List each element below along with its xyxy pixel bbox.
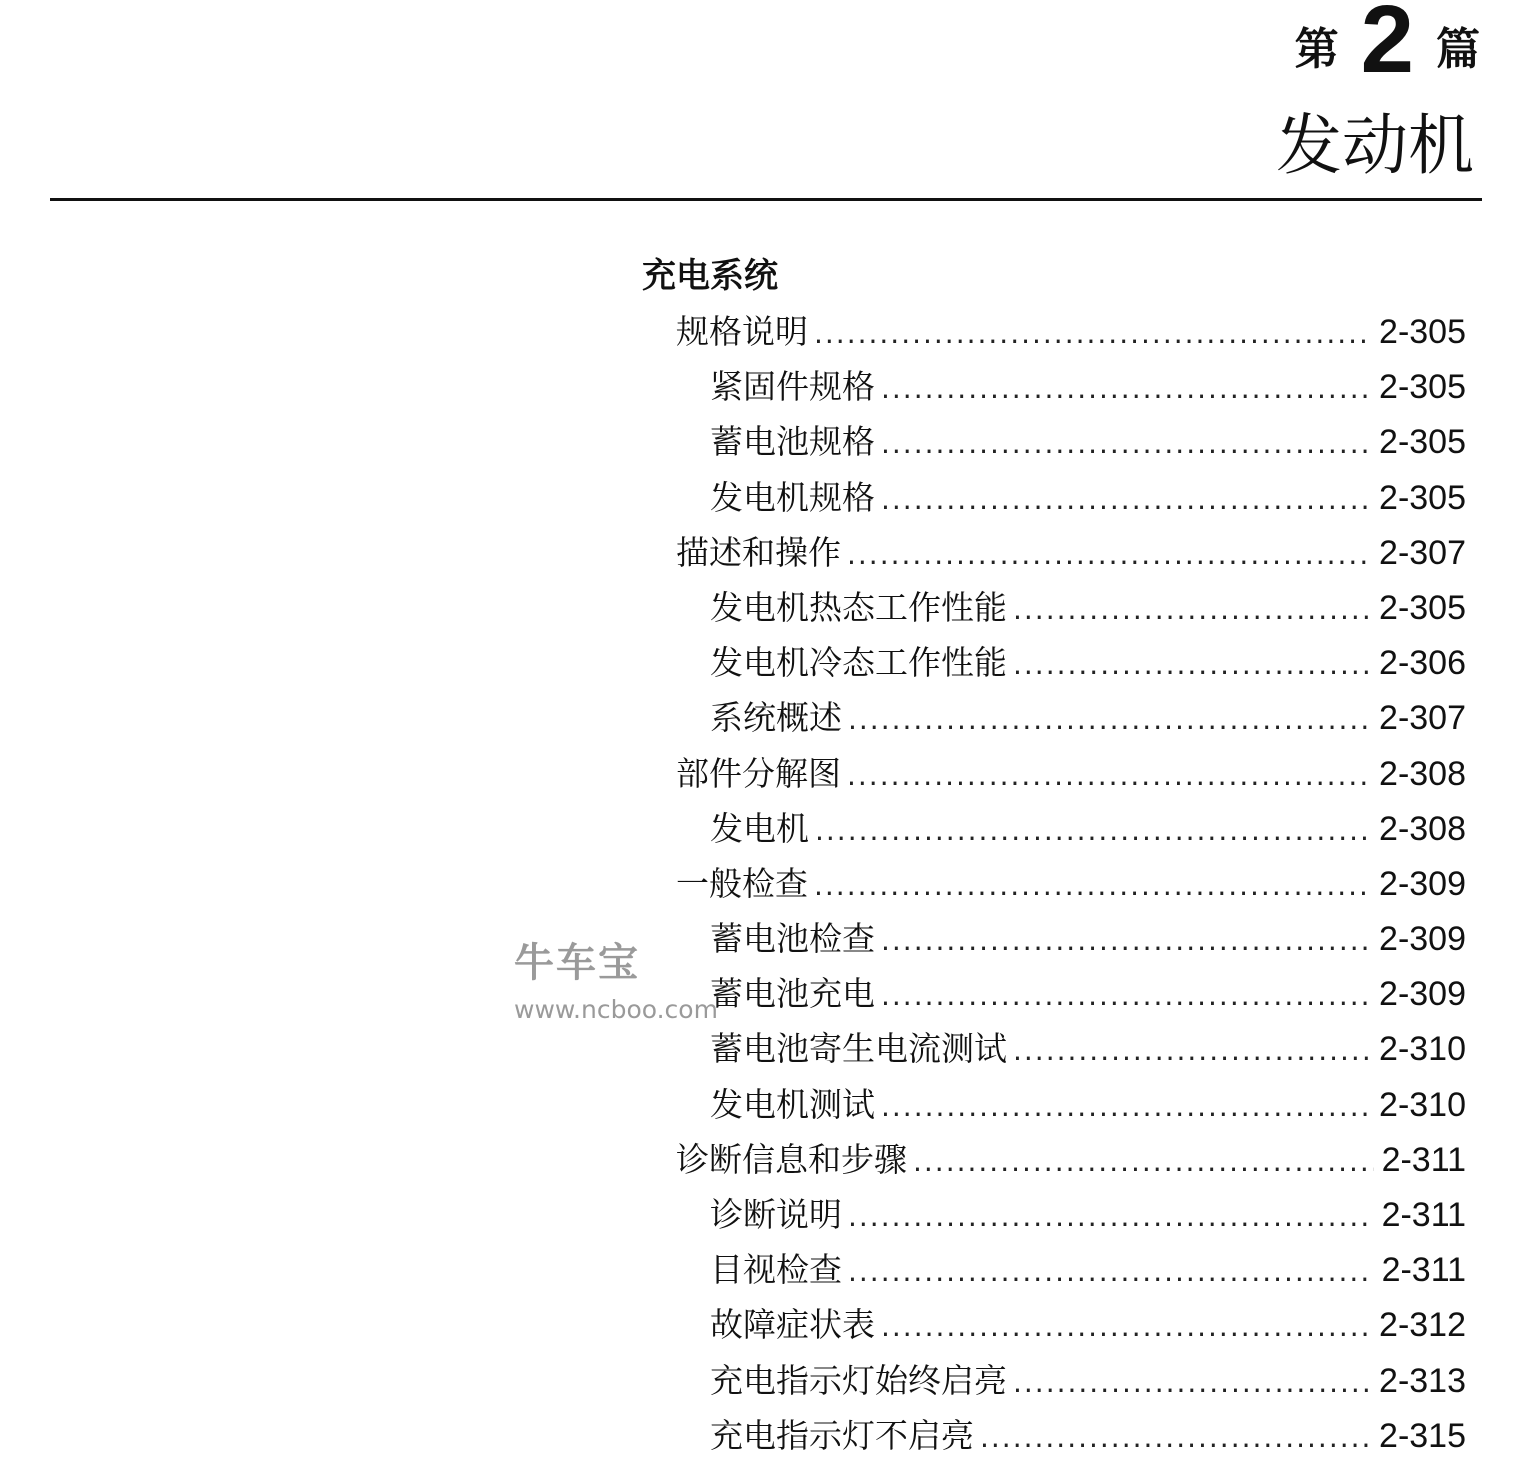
toc-entry[interactable] — [676, 1132, 1466, 1187]
toc-entry-label: 发电机测试 — [710, 1084, 875, 1124]
toc-leader-dots — [881, 1299, 1371, 1354]
toc-entry[interactable] — [676, 1021, 1466, 1076]
toc-entry[interactable] — [676, 359, 1466, 414]
toc-entry-label: 规格说明 — [676, 312, 808, 351]
toc-leader-dots — [848, 692, 1371, 747]
toc-entry-page: 2-308 — [1379, 754, 1466, 793]
watermark-url: www.ncboo.com — [514, 995, 718, 1024]
toc-entry-page: 2-313 — [1379, 1361, 1466, 1400]
table-of-contents — [676, 304, 1466, 1463]
toc-entry[interactable] — [676, 856, 1466, 911]
toc-entry-label: 故障症状表 — [710, 1305, 875, 1345]
toc-entry-page: 2-307 — [1379, 699, 1466, 738]
toc-leader-dots — [881, 913, 1371, 968]
toc-entry-label: 描述和操作 — [676, 532, 841, 572]
toc-entry-page: 2-307 — [1379, 533, 1466, 572]
toc-entry-label: 充电指示灯不启亮 — [710, 1415, 974, 1455]
toc-leader-dots — [848, 1189, 1374, 1244]
toc-leader-dots — [814, 858, 1371, 913]
toc-entry-page: 2-311 — [1381, 1140, 1466, 1179]
toc-entry-page: 2-309 — [1379, 864, 1466, 903]
toc-entry[interactable] — [676, 1353, 1466, 1408]
toc-entry[interactable] — [676, 1297, 1466, 1352]
toc-entry-label: 一般检查 — [676, 863, 808, 903]
toc-leader-dots — [980, 1410, 1371, 1465]
toc-entry-page: 2-311 — [1381, 1196, 1466, 1234]
toc-entry[interactable] — [676, 470, 1466, 525]
toc-leader-dots — [913, 1134, 1374, 1189]
toc-leader-dots — [1013, 637, 1371, 692]
toc-leader-dots — [881, 1079, 1371, 1134]
toc-entry-page: 2-309 — [1379, 920, 1466, 959]
toc-entry-page: 2-311 — [1381, 1251, 1466, 1290]
toc-entry-label: 蓄电池检查 — [710, 919, 875, 959]
toc-entry-label: 发电机 — [710, 808, 809, 848]
toc-entry[interactable] — [676, 1077, 1466, 1132]
toc-entry-page: 2-306 — [1379, 644, 1466, 683]
toc-leader-dots — [1013, 1355, 1371, 1410]
toc-entry[interactable] — [676, 1408, 1466, 1463]
toc-entry-label: 诊断说明 — [710, 1195, 842, 1234]
toc-entry-page: 2-312 — [1379, 1306, 1466, 1345]
toc-entry-label: 诊断信息和步骤 — [676, 1139, 907, 1179]
toc-entry-page: 2-305 — [1379, 478, 1466, 517]
part-header — [1294, 0, 1480, 93]
toc-leader-dots — [881, 968, 1371, 1023]
toc-entry-label: 发电机规格 — [710, 477, 875, 517]
toc-entry-label: 发电机冷态工作性能 — [710, 643, 1007, 683]
toc-entry-page: 2-305 — [1379, 588, 1466, 627]
toc-entry-label: 蓄电池规格 — [710, 422, 875, 462]
toc-entry-page: 2-305 — [1379, 368, 1466, 407]
toc-entry-label: 蓄电池寄生电流测试 — [710, 1029, 1007, 1069]
toc-entry-label: 蓄电池充电 — [710, 974, 875, 1014]
toc-leader-dots — [847, 527, 1371, 582]
toc-entry[interactable] — [676, 801, 1466, 856]
toc-leader-dots — [848, 1244, 1374, 1299]
toc-entry-page: 2-305 — [1379, 313, 1466, 351]
part-number: 2 — [1360, 0, 1414, 93]
part-suffix: 篇 — [1436, 24, 1480, 75]
toc-entry[interactable] — [676, 746, 1466, 801]
toc-entry-page: 2-315 — [1379, 1416, 1466, 1455]
toc-entry[interactable] — [676, 1187, 1466, 1242]
toc-entry[interactable] — [676, 414, 1466, 469]
toc-entry[interactable] — [676, 635, 1466, 690]
toc-entry-page: 2-308 — [1379, 809, 1466, 848]
toc-entry-page: 2-310 — [1379, 1030, 1466, 1069]
toc-entry-label: 紧固件规格 — [710, 367, 875, 407]
toc-entry[interactable] — [676, 525, 1466, 580]
toc-entry[interactable] — [676, 690, 1466, 745]
header-divider — [50, 198, 1482, 201]
toc-leader-dots — [847, 748, 1371, 803]
part-prefix: 第 — [1294, 24, 1339, 75]
watermark-logo: 牛车宝 — [514, 940, 640, 986]
toc-entry-label: 发电机热态工作性能 — [710, 587, 1007, 627]
toc-entry[interactable] — [676, 304, 1466, 359]
toc-leader-dots — [1013, 1023, 1371, 1078]
watermark — [514, 940, 718, 1028]
toc-entry[interactable] — [676, 1242, 1466, 1297]
section-title: 充电系统 — [642, 256, 778, 296]
toc-entry-page: 2-305 — [1379, 423, 1466, 462]
toc-leader-dots — [1013, 582, 1371, 637]
toc-entry[interactable] — [676, 911, 1466, 966]
chapter-title: 发动机 — [1276, 107, 1474, 184]
toc-entry-label: 目视检查 — [710, 1250, 842, 1290]
toc-entry-label: 充电指示灯始终启亮 — [710, 1360, 1007, 1400]
toc-entry-label: 部件分解图 — [676, 753, 841, 793]
toc-entry[interactable] — [676, 580, 1466, 635]
toc-leader-dots — [881, 416, 1371, 471]
toc-entry-label: 系统概述 — [710, 698, 842, 738]
toc-leader-dots — [814, 306, 1371, 361]
toc-entry-page: 2-310 — [1379, 1085, 1466, 1124]
toc-leader-dots — [881, 472, 1371, 527]
toc-leader-dots — [815, 803, 1371, 858]
toc-entry-page: 2-309 — [1379, 975, 1466, 1014]
toc-entry[interactable] — [676, 966, 1466, 1021]
toc-leader-dots — [881, 361, 1371, 416]
